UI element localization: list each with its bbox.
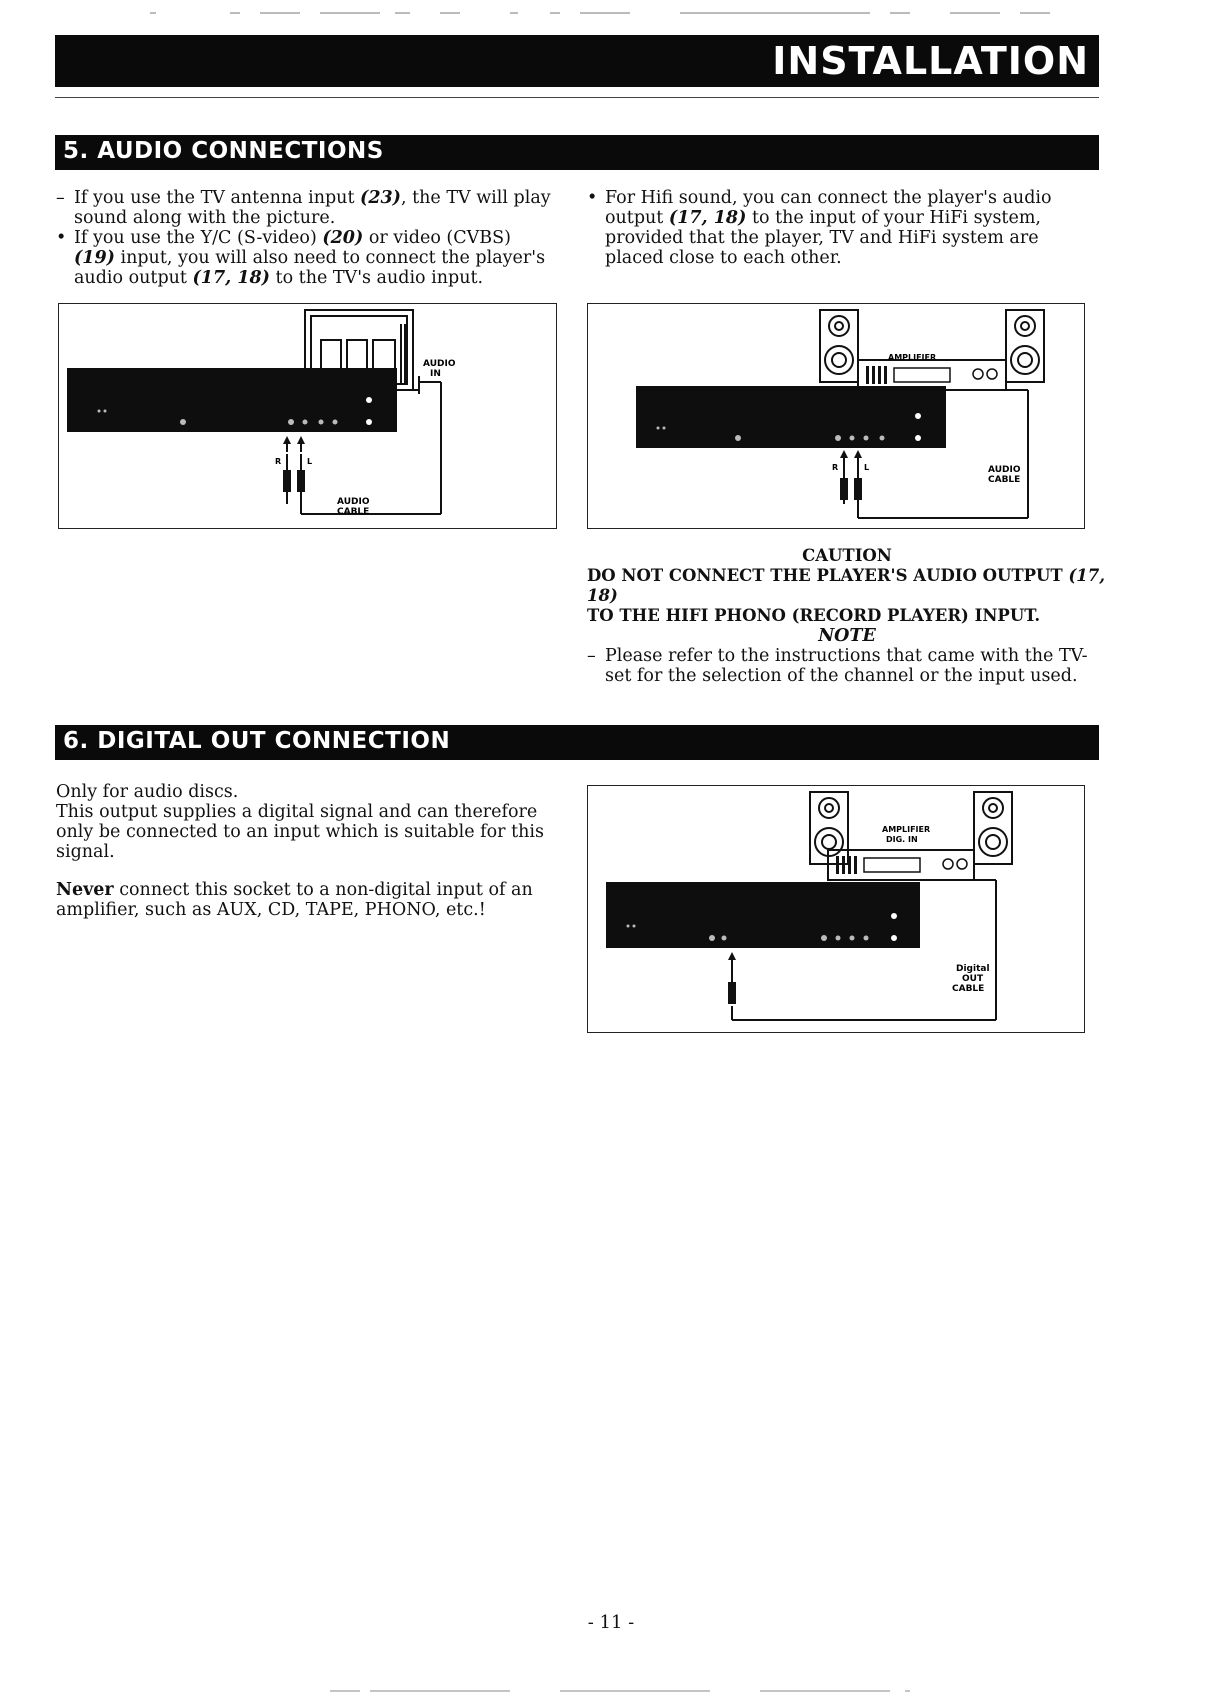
- diagram-digital-out-connection: [587, 785, 1085, 1033]
- list-item: • For Hifi sound, you can connect the player's audio output (17, 18) to the input of your HiFi system, provided that the player, TV and HiFi system are placed close to each other.: [587, 188, 1052, 268]
- page-number: - 11 -: [587, 1612, 635, 1633]
- section-6-text: [56, 782, 556, 920]
- cable-label: CABLE: [988, 475, 1021, 485]
- dvd-player: [636, 386, 946, 448]
- jack-l-label: L: [864, 463, 870, 472]
- section-6-line-2: This output supplies a digital signal and can therefore only be connected to an input which is suitable for this signal.: [56, 802, 544, 862]
- cable-label: CABLE: [952, 984, 985, 994]
- list-item: • If you use the Y/C (S-video) (20) or video (CVBS) (19) input, you will also need to connect the player's audio output (17, 18) to the TV's audio input.: [56, 228, 546, 288]
- caution-line-1: DO NOT CONNECT THE PLAYER'S AUDIO OUTPUT (17, 18): [587, 566, 1105, 605]
- section-5-right-text: [587, 188, 1067, 268]
- page-title: INSTALLATION: [772, 39, 1089, 83]
- amplifier-label: AMPLIFIER: [882, 825, 931, 834]
- caution-block: [587, 546, 1107, 626]
- note-heading: NOTE: [818, 626, 876, 646]
- diagram-tv-audio-connection: [58, 303, 557, 529]
- cable-label: CABLE: [337, 507, 370, 517]
- jack-l-label: L: [307, 457, 313, 466]
- scan-artifact-bottom: [330, 1688, 930, 1694]
- scan-artifact-top: [150, 10, 1070, 16]
- amplifier-label: AMPLIFIER: [888, 353, 937, 362]
- amplifier-label: DIG. IN: [886, 835, 918, 844]
- audio-in-label: AUDIO: [423, 359, 456, 369]
- cable-label: AUDIO: [988, 465, 1021, 475]
- section-6-bar: [55, 725, 1099, 760]
- section-5-left-text: [56, 188, 556, 288]
- caution-line-2: TO THE HIFI PHONO (RECORD PLAYER) INPUT.: [587, 606, 1041, 625]
- caution-heading: CAUTION: [802, 546, 892, 565]
- cable-label: AUDIO: [337, 497, 370, 507]
- dvd-player: [67, 368, 397, 432]
- section-5-bar: [55, 135, 1099, 170]
- section-5-title: 5. AUDIO CONNECTIONS: [63, 138, 384, 164]
- diagram-hifi-audio-connection: [587, 303, 1085, 529]
- section-6-title: 6. DIGITAL OUT CONNECTION: [63, 728, 451, 754]
- cable-label: OUT: [962, 974, 984, 984]
- section-6-warning: Never connect this socket to a non-digital input of an amplifier, such as AUX, CD, TAPE, PHONO, etc.!: [56, 880, 533, 920]
- speakers: [820, 310, 1044, 382]
- note-block: [587, 626, 1107, 686]
- list-item: – If you use the TV antenna input (23), the TV will play sound along with the picture.: [56, 188, 551, 228]
- note-item: – Please refer to the instructions that came with the TV-set for the selection of the channel or the input used.: [587, 646, 1088, 686]
- header-banner: [55, 35, 1099, 87]
- dvd-player: [606, 882, 920, 948]
- jack-r-label: R: [275, 457, 282, 466]
- section-6-line-1: Only for audio discs.: [56, 782, 239, 802]
- cable-label: Digital: [956, 964, 990, 974]
- audio-in-label: IN: [430, 369, 441, 379]
- jack-r-label: R: [832, 463, 839, 472]
- header-rule: [55, 97, 1099, 98]
